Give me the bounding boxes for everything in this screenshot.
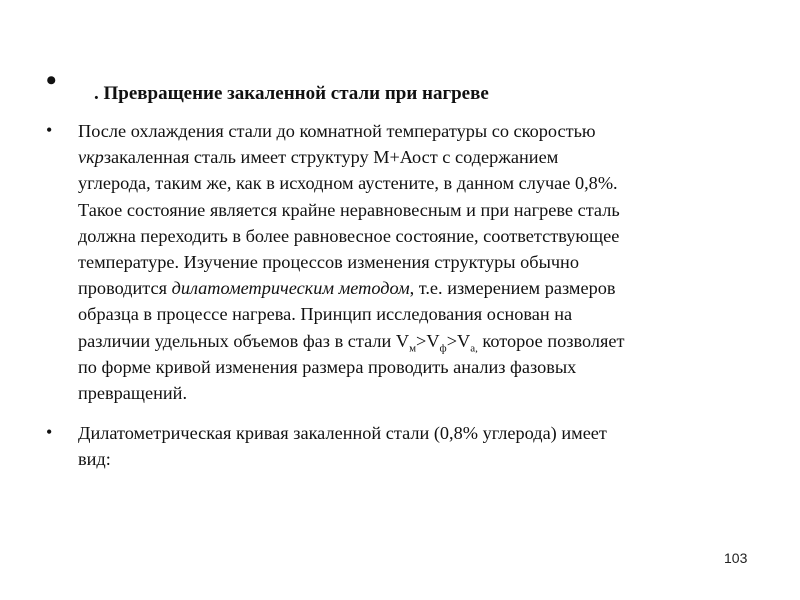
paragraph-line: по форме кривой изменения размера проводить анализ фазовых bbox=[78, 356, 577, 377]
text-span: >V bbox=[446, 330, 471, 351]
slide-title: . Превращение закаленной стали при нагреве bbox=[94, 83, 489, 104]
paragraph-line: температуре. Изучение процессов изменения структуры обычно bbox=[78, 252, 579, 273]
text-span: проводится bbox=[78, 278, 172, 299]
page-number: 103 bbox=[724, 550, 748, 566]
paragraph-line: Дилатометрическая кривая закаленной стали (0,8% углерода) имеет bbox=[78, 423, 607, 443]
paragraph-2 bbox=[78, 420, 758, 472]
text-span: , т.е. измерением размеров bbox=[409, 278, 616, 299]
paragraph-line: углерода, таким же, как в исходном аустените, в данном случае 0,8%. bbox=[78, 173, 618, 194]
paragraph-line: превращений. bbox=[78, 383, 188, 404]
paragraph-line bbox=[78, 275, 758, 301]
paragraph-line: После охлаждения стали до комнатной температуры со скоростью bbox=[78, 121, 596, 141]
subscript: м bbox=[409, 342, 417, 355]
text-span: >V bbox=[416, 330, 440, 351]
text-span: закаленная сталь имеет структуру М+Аост с содержанием bbox=[103, 147, 559, 168]
paragraph-line: Такое состояние является крайне неравновесным и при нагреве сталь bbox=[78, 199, 620, 220]
paragraph-line bbox=[78, 144, 758, 170]
text-span: различии удельных объемов фаз в стали V bbox=[78, 330, 410, 351]
bullet-marker: • bbox=[46, 422, 53, 442]
subscript: ф bbox=[439, 342, 447, 355]
subscript: а, bbox=[470, 342, 478, 355]
bullet-marker: • bbox=[46, 120, 53, 140]
italic-term: vкр bbox=[78, 147, 104, 168]
paragraph-line: вид: bbox=[78, 449, 111, 470]
italic-term: дилатометрическим методом bbox=[171, 278, 410, 299]
paragraph-line: образца в процессе нагрева. Принцип исследования основан на bbox=[78, 304, 573, 325]
paragraph-1 bbox=[78, 118, 758, 406]
text-span: которое позволяет bbox=[477, 330, 625, 351]
paragraph-line bbox=[78, 328, 758, 354]
title-bullet: • bbox=[46, 64, 57, 97]
paragraph-line: должна переходить в более равновесное состояние, соответствующее bbox=[78, 225, 620, 246]
